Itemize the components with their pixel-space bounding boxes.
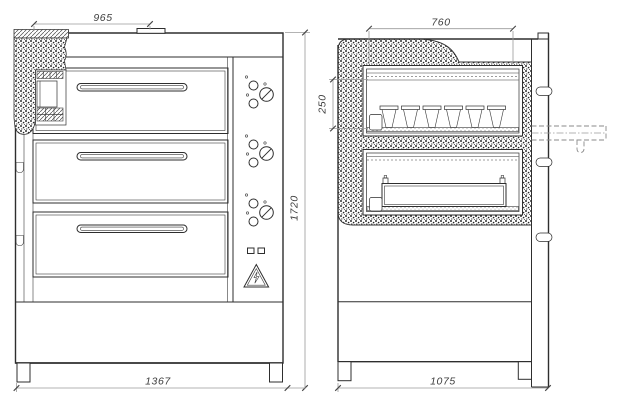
- foot: [270, 363, 283, 382]
- deck-hearth: [367, 128, 519, 132]
- dimension-label-250: 250: [316, 94, 329, 114]
- door-handle-2: [77, 153, 187, 161]
- dimension-label-965: 965: [93, 12, 113, 24]
- thermostat-knob: [249, 217, 258, 226]
- foot: [17, 363, 30, 382]
- indicator-light-1: [248, 248, 255, 254]
- dimension-front-top-width: [31, 12, 153, 31]
- knob-group-1: [245, 76, 273, 108]
- thermostat-knob: [249, 158, 258, 167]
- door-hook-2: [536, 158, 552, 167]
- control-panel: [244, 76, 273, 287]
- foot: [338, 362, 351, 381]
- deck-door-3: [33, 212, 228, 277]
- top-edge-tab: [538, 33, 549, 39]
- thermostat-knob: [249, 99, 258, 108]
- lower-chamber-section: [363, 150, 523, 216]
- pullout-slide-phantom: [532, 126, 607, 153]
- knob-group-2: [245, 135, 273, 167]
- indicator-light-2: [258, 248, 265, 254]
- thermostat-knob: [249, 199, 258, 208]
- warning-electrical-icon: [244, 265, 269, 288]
- door-hinge-icon: [16, 236, 24, 246]
- foot: [518, 362, 531, 380]
- thermostat-knob: [249, 81, 258, 90]
- insulation-section-cutaway: [14, 30, 69, 135]
- deck-hearth: [367, 207, 519, 211]
- door-hinge-icon: [16, 163, 24, 173]
- door-hook-3: [536, 233, 552, 242]
- dimension-front-bottom-width: [14, 376, 306, 393]
- dimension-label-1720: 1720: [288, 195, 301, 221]
- steam-box: [370, 115, 383, 131]
- pull-handle-phantom: [577, 140, 584, 153]
- dimension-label-1075: 1075: [430, 375, 456, 388]
- dimension-front-height: [285, 30, 310, 391]
- side-section-view: [317, 17, 607, 393]
- door-hook-1: [536, 87, 552, 96]
- front-view: [14, 12, 310, 392]
- steam-box: [370, 198, 383, 212]
- door-handle-1: [77, 84, 187, 92]
- door-handle-3: [77, 225, 187, 233]
- dimension-label-760: 760: [431, 16, 451, 29]
- knob-group-3: [245, 194, 273, 226]
- roof-section-hatch: [14, 30, 69, 39]
- upper-chamber-section: [363, 66, 523, 137]
- thermostat-knob: [249, 140, 258, 149]
- flue-vent-cap: [137, 29, 165, 34]
- deck-door-2: [33, 140, 228, 203]
- dimension-label-1367: 1367: [145, 375, 171, 388]
